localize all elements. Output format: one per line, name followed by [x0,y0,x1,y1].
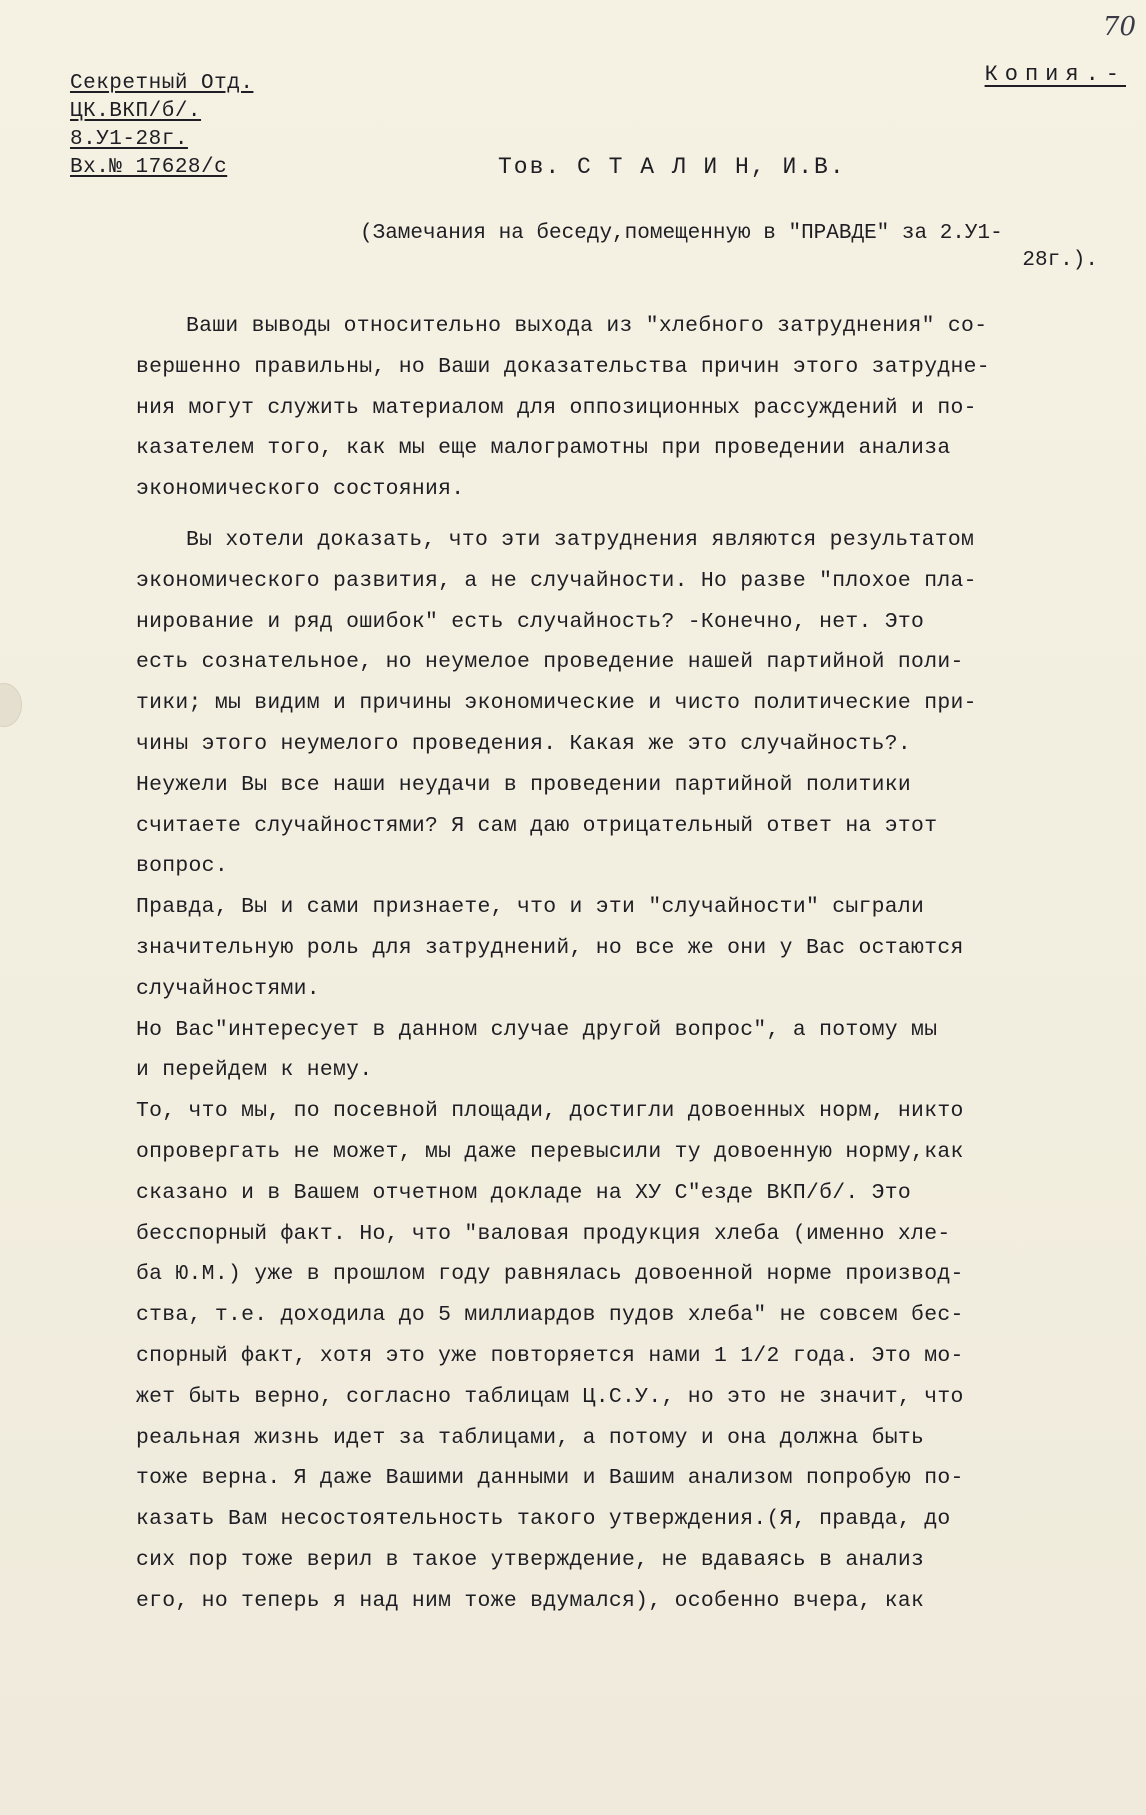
body-line: сих пор тоже верил в такое утверждение, не вдаваясь в анализ [136,1547,925,1572]
document-subtitle [360,220,1100,274]
body-line: вопрос. [136,854,228,879]
body-line: Правда, Вы и сами признаете, что и эти "случайности" сыграли [136,895,925,920]
body-line: реальная жизнь идет за таблицами, а потому и она должна быть [136,1425,925,1450]
body-line: вершенно правильны, но Ваши доказательства причин этого затрудне- [136,354,990,379]
body-line: Вы хотели доказать, что эти затруднения являются результатом [186,527,975,552]
body-line: казателем того, как мы еще малограмотны при проведении анализа [136,436,951,461]
body-line: Неужели Вы все наши неудачи в проведении партийной политики [136,772,912,797]
body-line: тоже верна. Я даже Вашими данными и Вашим анализом попробую по- [136,1466,964,1491]
body-line: Но Вас"интересует в данном случае другой вопрос", а потому мы [136,1017,938,1042]
body-line: тики; мы видим и причины экономические и чисто политические при- [136,691,977,716]
stamp-date: 8.У1-28г. [70,128,188,151]
body-line: есть сознательное, но неумелое проведение нашей партийной поли- [136,650,964,675]
stamp-department: Секретный Отд. [70,72,254,95]
body-line: Ваши выводы относительно выхода из "хлебного затруднения" со- [186,314,988,338]
body-line: и перейдем к нему. [136,1058,373,1083]
body-line: жет быть верно, согласно таблицам Ц.С.У., но это не значит, что [136,1384,964,1409]
stamp-committee: ЦК.ВКП/б/. [70,100,202,123]
body-line: ства, т.е. доходила до 5 миллиардов пудов хлеба" не совсем бес- [136,1303,964,1328]
body-line: нирование и ряд ошибок" есть случайность? -Конечно, нет. Это [136,609,925,634]
body-line: спорный факт, хотя это уже повторяется нами 1 1/2 года. Это мо- [136,1343,964,1368]
registration-stamp [70,70,253,182]
body-line: сказано и в Вашем отчетном докладе на ХУ С"езде ВКП/б/. Это [136,1180,912,1205]
body-line: бесспорный факт. Но, что "валовая продукция хлеба (именно хле- [136,1221,951,1246]
addressee: Тов. С Т А Л И Н, И.В. [498,154,846,180]
copy-mark: Копия.- [984,62,1126,87]
body-line: экономического состояния. [136,477,465,502]
page-number: 70 [1102,12,1136,42]
body-line: ба Ю.М.) уже в прошлом году равнялась довоенной норме производ- [136,1262,964,1287]
body-line: казать Вам несостоятельность такого утверждения.(Я, правда, до [136,1507,951,1532]
body-line: опровергать не может, мы даже перевысили ту довоенную норму,как [136,1139,964,1164]
body-line: То, что мы, по посевной площади, достигли довоенных норм, никто [136,1099,964,1124]
body-line: значительную роль для затруднений, но все же они у Вас остаются [136,935,964,960]
stamp-incoming-number: Вх.№ 17628/с [70,156,228,179]
body-line: экономического развития, а не случайности. Но разве "плохое пла- [136,568,977,593]
body-line: случайностями. [136,976,320,1001]
punch-hole [0,683,22,727]
subtitle-line: 28г.). [1022,249,1098,272]
letter-body [136,306,1126,1622]
body-line: чины этого неумелого проведения. Какая же это случайность?. [136,731,912,756]
subtitle-line: (Замечания на беседу,помещенную в "ПРАВДЕ" за 2.У1- [360,222,1003,245]
body-line: считаете случайностями? Я сам даю отрицательный ответ на этот [136,813,938,838]
body-line: его, но теперь я над ним тоже вдумался), особенно вчера, как [136,1588,925,1613]
body-line: ния могут служить материалом для оппозиционных рассуждений и по- [136,395,977,420]
